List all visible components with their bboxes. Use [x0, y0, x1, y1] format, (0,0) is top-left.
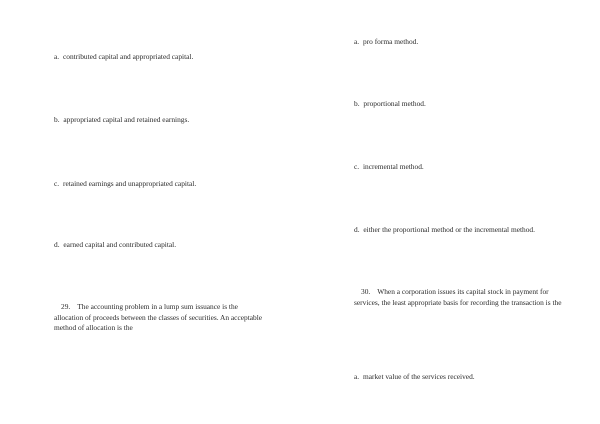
option-letter: d.	[354, 225, 360, 234]
option-letter: a.	[54, 52, 60, 61]
question-number: 29.	[61, 302, 71, 311]
option-text: retained earnings and unappropriated capital.	[63, 179, 197, 188]
question-number: 30.	[361, 287, 371, 296]
question-text: When a corporation issues its capital stock in payment for services, the least appropriate basis for recording the transaction is the	[354, 287, 562, 307]
option-letter: a.	[354, 372, 360, 381]
answer-option-a	[354, 372, 475, 383]
option-text: incremental method.	[363, 162, 424, 171]
question-29	[54, 302, 264, 334]
option-text: appropriated capital and retained earnings.	[63, 115, 190, 124]
question-30	[354, 287, 564, 308]
option-letter: b.	[354, 99, 360, 108]
option-letter: b.	[54, 115, 60, 124]
question-text: The accounting problem in a lump sum issuance is the allocation of proceeds between the classes of securities. An acceptable method of allocation is the	[54, 302, 263, 332]
option-text: contributed capital and appropriated capital.	[63, 52, 194, 61]
option-text: market value of the services received.	[363, 372, 475, 381]
answer-option-b	[354, 99, 426, 110]
answer-option-c	[354, 162, 424, 173]
option-text: either the proportional method or the incremental method.	[363, 225, 535, 234]
answer-option-d	[354, 225, 535, 236]
answer-option-a	[54, 52, 193, 63]
answer-option-c	[54, 179, 196, 190]
answer-option-d	[54, 240, 176, 251]
option-letter: c.	[354, 162, 360, 171]
option-letter: c.	[54, 179, 60, 188]
option-letter: d.	[54, 240, 60, 249]
answer-option-b	[54, 115, 189, 126]
option-text: earned capital and contributed capital.	[63, 240, 177, 249]
option-letter: a.	[354, 37, 360, 46]
option-text: proportional method.	[363, 99, 426, 108]
answer-option-a	[354, 37, 418, 48]
option-text: pro forma method.	[363, 37, 419, 46]
